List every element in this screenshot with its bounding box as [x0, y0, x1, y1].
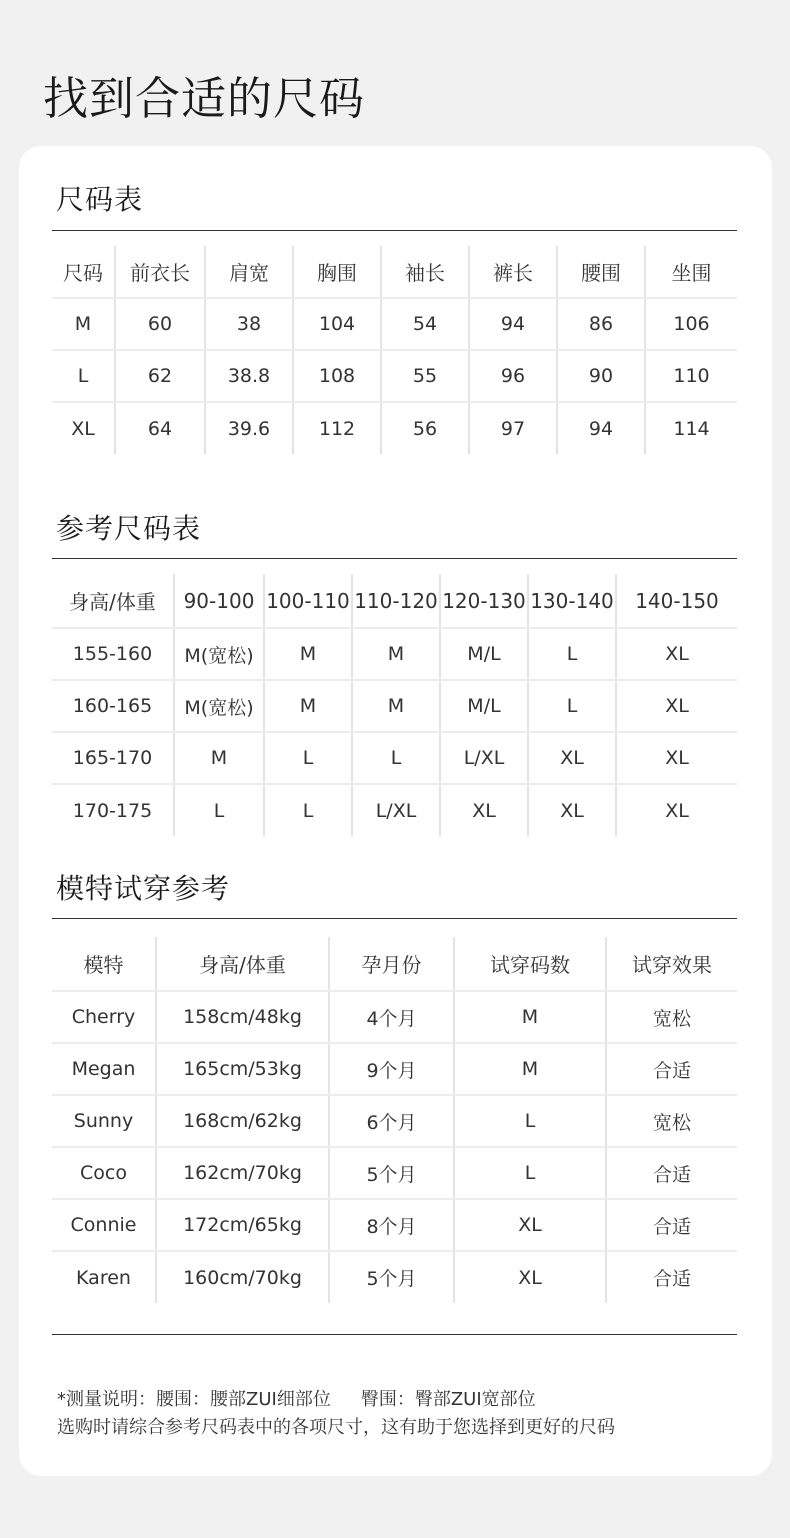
reference-chart-cell: XL — [616, 784, 737, 836]
model-fit-cell: 168cm/62kg — [156, 1095, 329, 1147]
reference-chart-cell: L — [528, 628, 616, 680]
size-chart-column-header: 胸围 — [293, 246, 381, 298]
size-chart-cell: 90 — [557, 350, 645, 402]
size-chart-column-header: 腰围 — [557, 246, 645, 298]
section-divider — [52, 558, 737, 559]
size-chart-cell: 38 — [205, 298, 293, 350]
size-chart-column-header: 裤长 — [469, 246, 557, 298]
size-chart-cell: 39.6 — [205, 402, 293, 454]
model-fit-cell: 165cm/53kg — [156, 1043, 329, 1095]
reference-chart-cell: L — [264, 784, 352, 836]
model-fit-cell: 6个月 — [329, 1095, 454, 1147]
table-row — [52, 1095, 737, 1147]
reference-chart-cell: L — [352, 732, 440, 784]
size-chart-row-label: L — [52, 350, 115, 402]
reference-chart-cell: L/XL — [440, 732, 528, 784]
table-row — [52, 628, 737, 680]
reference-chart-row-label: 170-175 — [72, 799, 153, 822]
model-fit-cell: 合适 — [606, 1147, 737, 1199]
reference-chart-cell: M(宽松) — [174, 628, 264, 680]
model-fit-row-label: Cherry — [52, 991, 156, 1043]
model-fit-cell: 宽松 — [606, 1095, 737, 1147]
table-row — [52, 732, 737, 784]
model-fit-body — [52, 937, 737, 1303]
size-chart-cell: 114 — [645, 402, 737, 454]
table-row — [52, 784, 737, 836]
size-chart-row-label: XL — [71, 417, 95, 440]
model-fit-column-header: 试穿效果 — [606, 937, 737, 991]
reference-chart-cell: XL — [616, 680, 737, 732]
size-chart-cell: 108 — [293, 350, 381, 402]
model-fit-cell: 158cm/48kg — [156, 991, 329, 1043]
size-chart-cell: 64 — [115, 402, 205, 454]
size-chart-body — [52, 246, 737, 454]
size-chart-column-header: 尺码 — [52, 246, 115, 298]
reference-chart-cell: M/L — [440, 680, 528, 732]
reference-chart-cell: L — [174, 784, 264, 836]
reference-chart-table — [52, 574, 737, 836]
table-row — [52, 402, 737, 454]
size-chart-cell: 106 — [645, 298, 737, 350]
model-fit-column-header: 孕月份 — [329, 937, 454, 991]
model-fit-row-label: Megan — [52, 1043, 156, 1095]
model-fit-cell: 8个月 — [329, 1199, 454, 1251]
model-fit-cell: 172cm/65kg — [156, 1199, 329, 1251]
model-fit-row-label: Coco — [52, 1147, 156, 1199]
reference-chart-row-label: 160-165 — [52, 680, 174, 732]
size-chart-cell: 94 — [469, 298, 557, 350]
reference-chart-column-header: 身高/体重 — [52, 574, 174, 628]
size-chart-cell: 56 — [381, 402, 469, 454]
notes-divider — [52, 1334, 737, 1335]
reference-chart-column-header: 120-130 — [440, 574, 528, 628]
reference-chart-cell: XL — [440, 784, 528, 836]
reference-chart-cell: M(宽松) — [174, 680, 264, 732]
size-chart-column-header: 前衣长 — [115, 246, 205, 298]
model-fit-cell: L — [454, 1095, 606, 1147]
model-fit-column-header: 模特 — [52, 937, 156, 991]
model-fit-cell: M — [454, 1043, 606, 1095]
reference-chart-cell: M — [264, 680, 352, 732]
model-fit-cell: 合适 — [606, 1251, 737, 1303]
size-chart-header-row — [52, 246, 737, 298]
model-fit-table — [52, 937, 737, 1303]
size-chart-table — [52, 246, 737, 454]
table-row — [52, 1147, 737, 1199]
table-row — [52, 1043, 737, 1095]
size-chart-cell: 55 — [381, 350, 469, 402]
model-fit-cell: 160cm/70kg — [156, 1251, 329, 1303]
size-chart-column-header: 袖长 — [381, 246, 469, 298]
size-chart-column-header: 坐围 — [645, 246, 737, 298]
reference-chart-column-header: 100-110 — [264, 574, 352, 628]
model-fit-cell: 5个月 — [329, 1147, 454, 1199]
size-chart-cell: 104 — [293, 298, 381, 350]
reference-chart-row-label: 165-170 — [52, 732, 174, 784]
waist-note: *测量说明：腰围：腰部ZUI细部位 — [57, 1389, 331, 1410]
size-chart-cell: 94 — [557, 402, 645, 454]
size-chart-cell: 110 — [645, 350, 737, 402]
model-fit-cell: 4个月 — [329, 991, 454, 1043]
size-chart-column-header: 肩宽 — [205, 246, 293, 298]
model-fit-cell: 9个月 — [329, 1043, 454, 1095]
reference-chart-cell: M/L — [440, 628, 528, 680]
model-fit-cell: 合适 — [606, 1199, 737, 1251]
size-chart-cell: 86 — [557, 298, 645, 350]
model-fit-row-label: Karen — [76, 1266, 131, 1289]
reference-chart-cell: M — [352, 628, 440, 680]
section-divider — [52, 918, 737, 919]
model-fit-row-label: Connie — [52, 1199, 156, 1251]
measurement-note — [57, 1385, 536, 1411]
table-row — [52, 991, 737, 1043]
reference-chart-header-row — [52, 574, 737, 628]
size-chart-title: 尺码表 — [56, 183, 144, 216]
reference-chart-title: 参考尺码表 — [56, 512, 202, 545]
size-chart-cell: 112 — [293, 402, 381, 454]
reference-chart-body — [52, 574, 737, 836]
table-row — [52, 680, 737, 732]
size-chart-cell: 60 — [115, 298, 205, 350]
size-chart-cell: 97 — [469, 402, 557, 454]
table-row — [52, 298, 737, 350]
size-chart-row-label: M — [52, 298, 115, 350]
reference-chart-cell: M — [264, 628, 352, 680]
table-row — [52, 1251, 737, 1303]
reference-chart-cell: XL — [528, 784, 616, 836]
reference-chart-cell: L/XL — [352, 784, 440, 836]
model-fit-header-row — [52, 937, 737, 991]
table-row — [52, 350, 737, 402]
size-chart-cell: 96 — [469, 350, 557, 402]
reference-chart-cell: L — [264, 732, 352, 784]
hip-note: 臀围：臀部ZUI宽部位 — [360, 1389, 536, 1410]
size-chart-cell: 54 — [381, 298, 469, 350]
model-fit-cell: XL — [454, 1199, 606, 1251]
reference-chart-cell: XL — [528, 732, 616, 784]
reference-chart-cell: M — [174, 732, 264, 784]
reference-chart-cell: L — [528, 680, 616, 732]
size-chart-cell: 38.8 — [205, 350, 293, 402]
section-divider — [52, 230, 737, 231]
model-fit-cell: XL — [454, 1251, 606, 1303]
model-fit-column-header: 身高/体重 — [156, 937, 329, 991]
reference-chart-column-header: 130-140 — [528, 574, 616, 628]
reference-chart-column-header: 140-150 — [616, 574, 737, 628]
model-fit-cell: 5个月 — [329, 1251, 454, 1303]
model-fit-title: 模特试穿参考 — [56, 872, 231, 905]
model-fit-row-label: Sunny — [52, 1095, 156, 1147]
model-fit-cell: 合适 — [606, 1043, 737, 1095]
reference-chart-column-header: 110-120 — [352, 574, 440, 628]
model-fit-cell: L — [454, 1147, 606, 1199]
purchase-tip: 选购时请综合参考尺码表中的各项尺寸，这有助于您选择到更好的尺码 — [57, 1417, 615, 1438]
reference-chart-row-label: 155-160 — [52, 628, 174, 680]
reference-chart-column-header: 90-100 — [174, 574, 264, 628]
model-fit-cell: 162cm/70kg — [156, 1147, 329, 1199]
table-row — [52, 1199, 737, 1251]
page-title: 找到合适的尺码 — [43, 72, 366, 125]
reference-chart-cell: XL — [616, 732, 737, 784]
reference-chart-cell: XL — [616, 628, 737, 680]
model-fit-column-header: 试穿码数 — [454, 937, 606, 991]
model-fit-cell: 宽松 — [606, 991, 737, 1043]
model-fit-cell: M — [454, 991, 606, 1043]
size-chart-cell: 62 — [115, 350, 205, 402]
reference-chart-cell: M — [352, 680, 440, 732]
